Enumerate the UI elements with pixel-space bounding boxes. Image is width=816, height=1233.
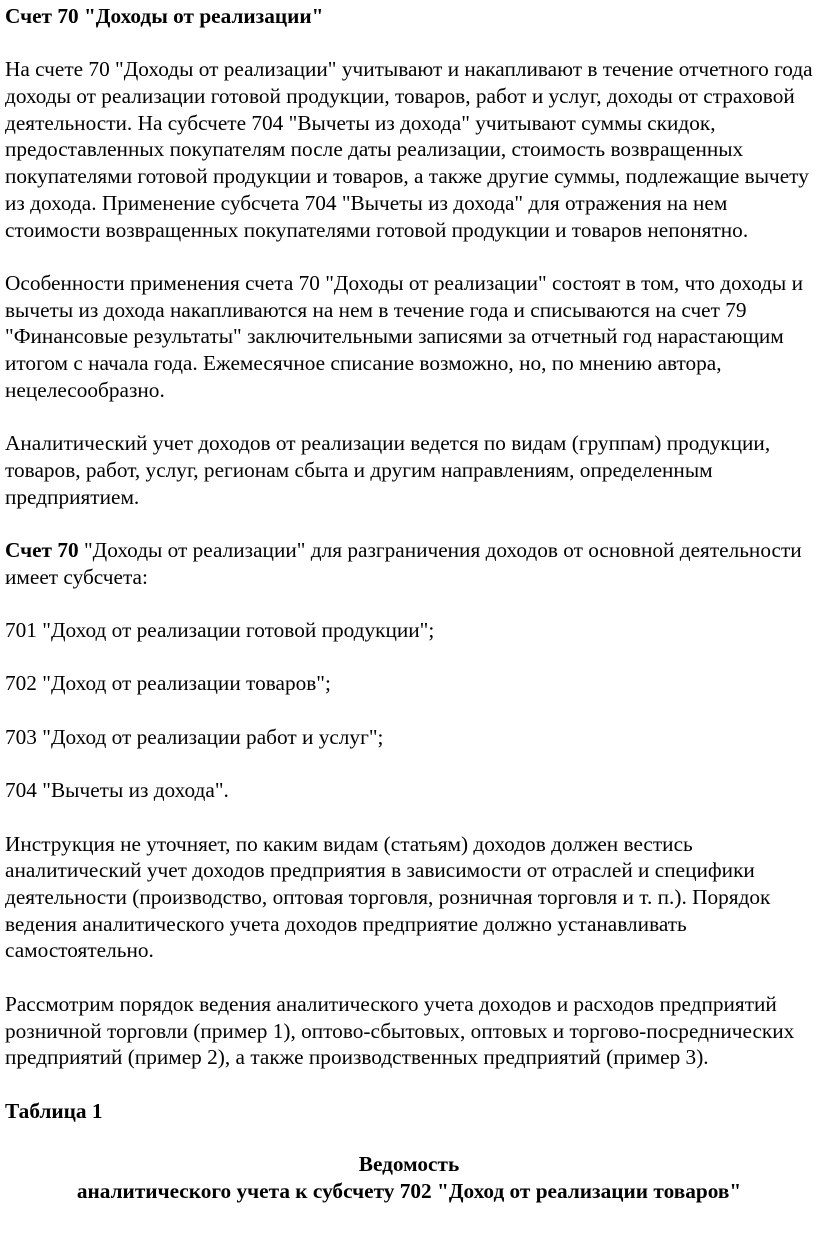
document-page: [5, 0, 813, 1204]
spacer: [5, 964, 813, 991]
paragraph-features: Особенности применения счета 70 "Доходы от реализации" состоят в том, что доходы и вычеты из дохода накапливаются на нем в течение года и списываются на счет 79 "Финансовые результаты" заключительными записями за отчетный год нарастающим итогом с начала года. Ежемесячное списание возможно, но, по мнению автора, нецелесообразно.: [5, 270, 803, 402]
spacer: [5, 590, 813, 617]
spacer: [5, 243, 813, 270]
table-label: Таблица 1: [5, 1098, 103, 1123]
subaccount-704: 704 "Вычеты из дохода".: [5, 778, 229, 803]
spacer: [5, 1071, 813, 1098]
document-heading: Счет 70 "Доходы от реализации": [5, 4, 324, 28]
spacer: [5, 751, 813, 778]
spacer: [5, 1124, 813, 1151]
paragraph-analytics: Аналитический учет доходов от реализации ведется по видам (группам) продукции, товаров, работ, услуг, регионам сбыта и другим направлениям, определенным предприятием.: [5, 431, 771, 509]
paragraph-subaccounts-intro: [5, 537, 813, 590]
table-title-line-2: аналитического учета к субсчету 702 "Доход от реализации товаров": [76, 1178, 742, 1203]
paragraph-instruction: Инструкция не уточняет, по каким видам (статьям) доходов должен вестись аналитический учет доходов предприятия в зависимости от отраслей и специфики деятельности (производство, оптовая торговля, розничная торговля и т. п.). Порядок ведения аналитического учета доходов предприятие должно устанавливать самостоятельно.: [5, 831, 771, 963]
spacer: [5, 804, 813, 831]
paragraph-consider: Рассмотрим порядок ведения аналитического учета доходов и расходов предприятий розничной торговли (пример 1), оптово-сбытовых, оптовых и торгово-посреднических предприятий (пример 2), а также производственных предприятий (пример 3).: [5, 991, 795, 1070]
spacer: [5, 510, 813, 537]
subaccount-702: 702 "Доход от реализации товаров";: [5, 671, 331, 696]
spacer: [5, 697, 813, 724]
subaccounts-intro-bold: Счет 70: [5, 537, 79, 562]
spacer: [5, 644, 813, 671]
subaccount-703: 703 "Доход от реализации работ и услуг";: [5, 724, 384, 749]
subaccounts-intro-rest: "Доходы от реализации" для разграничения доходов от основной деятельности имеет субсчета:: [5, 537, 802, 589]
spacer: [5, 404, 813, 431]
table-title-line-1: Ведомость: [358, 1152, 460, 1177]
subaccount-701: 701 "Доход от реализации готовой продукции";: [5, 618, 435, 643]
spacer: [5, 30, 813, 57]
paragraph-account-70: На счете 70 "Доходы от реализации" учитывают и накапливают в течение отчетного года доходы от реализации готовой продукции, товаров, работ и услуг, доходы от страховой деятельности. На субсчете 704 "Вычеты из дохода" учитывают суммы скидок, предоставленных покупателям после даты реализации, стоимость возвращенных покупателями готовой продукции и товаров, а также другие суммы, подлежащие вычету из дохода. Применение субсчета 704 "Вычеты из дохода" для отражения на нем стоимости возвращенных покупателями готовой продукции и товаров непонятно.: [5, 57, 813, 242]
